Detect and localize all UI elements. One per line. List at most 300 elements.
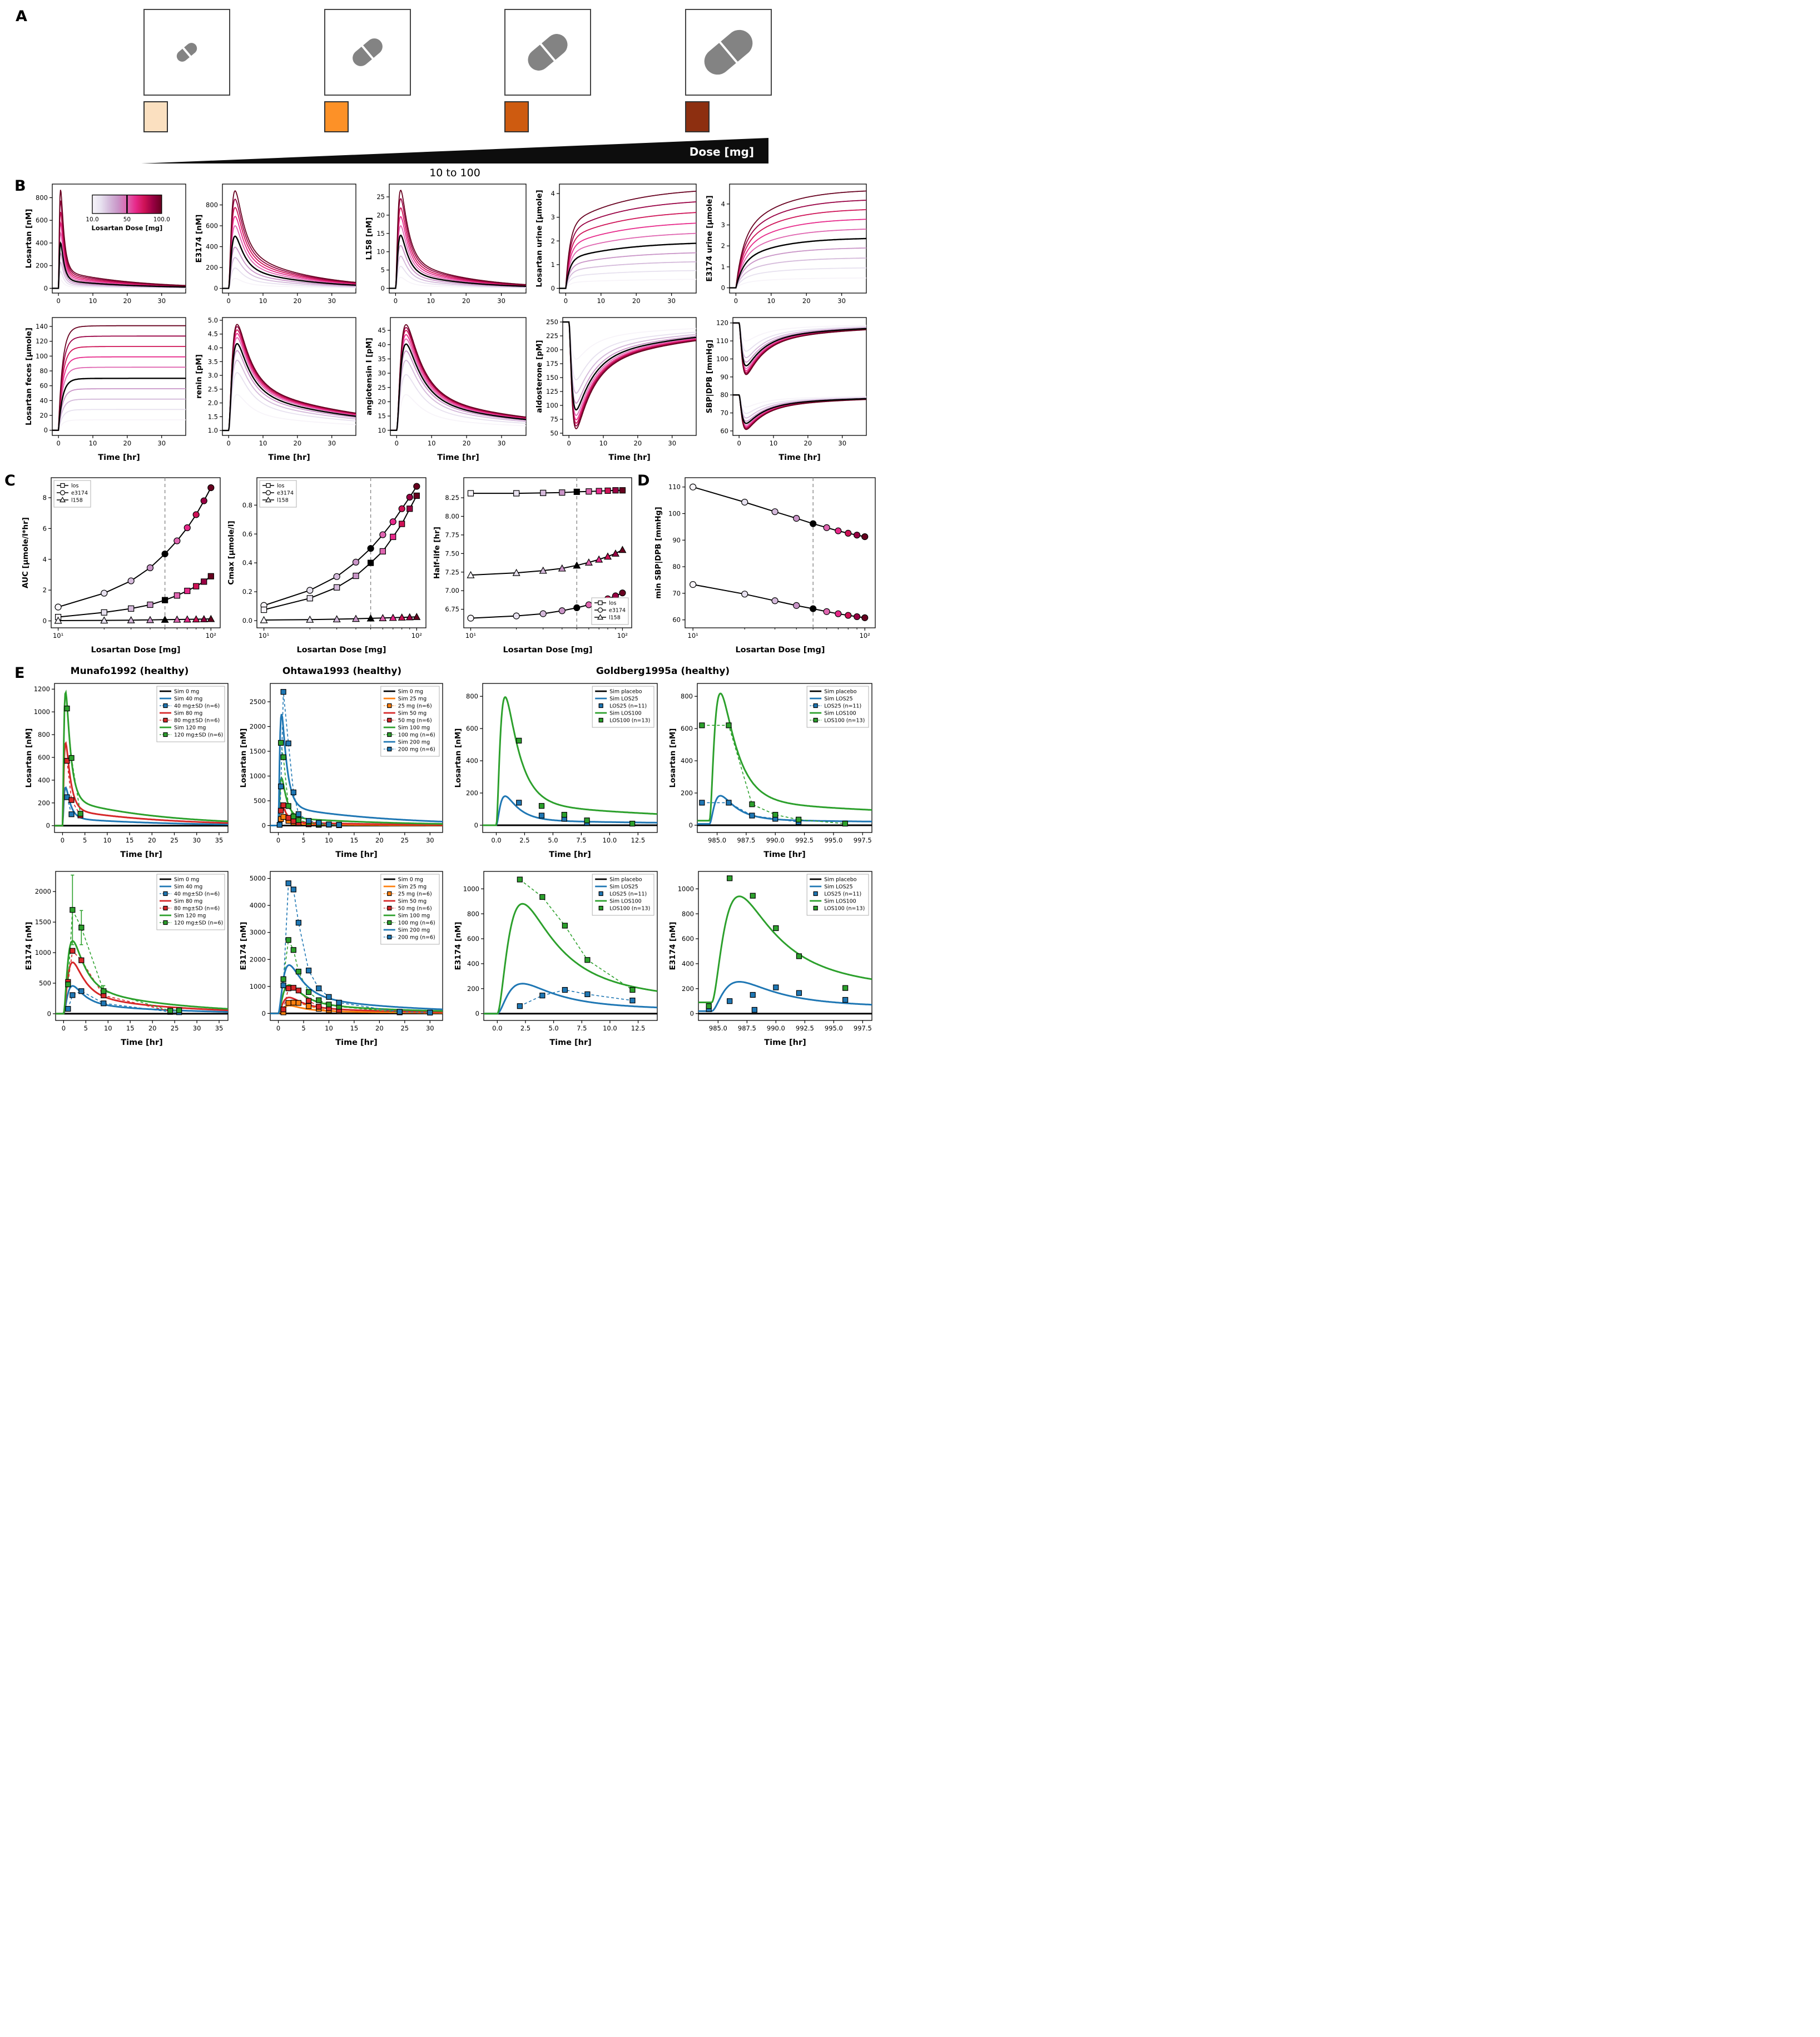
svg-text:Time [hr]: Time [hr]	[763, 850, 806, 859]
svg-text:15: 15	[350, 836, 359, 844]
svg-text:20: 20	[378, 398, 386, 406]
svg-text:10: 10	[427, 439, 436, 447]
svg-text:5: 5	[301, 836, 306, 844]
panel-b	[4, 179, 916, 464]
b10-svg	[704, 312, 872, 464]
svg-text:20: 20	[462, 439, 471, 447]
svg-text:0.0: 0.0	[242, 617, 252, 625]
svg-text:90: 90	[720, 373, 728, 381]
e3-svg	[238, 678, 448, 861]
svg-text:80: 80	[39, 367, 48, 375]
svg-text:800: 800	[466, 692, 478, 701]
study-title-ohtawa: Ohtawa1993 (healthy)	[282, 666, 402, 677]
svg-text:los: los	[609, 600, 617, 607]
svg-text:30: 30	[328, 297, 336, 305]
svg-text:100.0: 100.0	[153, 216, 170, 223]
svg-text:15: 15	[378, 412, 386, 420]
svg-text:l158: l158	[277, 497, 289, 504]
svg-text:400: 400	[36, 239, 48, 247]
panel-a	[4, 6, 916, 179]
svg-text:L158 [nM]: L158 [nM]	[365, 217, 374, 260]
svg-text:2.5: 2.5	[207, 385, 218, 393]
svg-text:200: 200	[681, 789, 693, 797]
svg-text:45: 45	[378, 326, 386, 335]
svg-text:0: 0	[551, 284, 555, 293]
svg-text:120: 120	[716, 319, 728, 327]
svg-text:0: 0	[393, 297, 398, 305]
svg-text:Sim 0 mg: Sim 0 mg	[398, 688, 424, 695]
svg-text:5000: 5000	[249, 874, 266, 883]
svg-text:120 mg±SD (n=6): 120 mg±SD (n=6)	[174, 920, 224, 926]
svg-text:0.2: 0.2	[242, 588, 252, 596]
svg-text:600: 600	[681, 725, 693, 733]
svg-text:10¹: 10¹	[687, 632, 698, 640]
plot-losartan-feces	[23, 312, 191, 464]
e6-svg	[453, 866, 663, 1049]
svg-text:Losartan Dose [mg]: Losartan Dose [mg]	[503, 646, 593, 655]
svg-text:30: 30	[425, 1024, 434, 1032]
svg-text:500: 500	[39, 979, 51, 987]
svg-text:20: 20	[293, 297, 302, 305]
svg-text:Time [hr]: Time [hr]	[549, 850, 591, 859]
svg-text:E3174 [nM]: E3174 [nM]	[195, 214, 204, 263]
svg-text:Sim placebo: Sim placebo	[609, 876, 642, 883]
svg-text:20: 20	[376, 211, 385, 219]
pill-column-1	[143, 9, 230, 132]
svg-text:2000: 2000	[249, 955, 266, 964]
e2-svg	[23, 866, 234, 1049]
panel-a-label: A	[16, 8, 27, 25]
panel-e	[4, 666, 916, 1049]
svg-text:10¹: 10¹	[465, 632, 477, 640]
svg-text:0: 0	[688, 821, 693, 829]
svg-text:997.5: 997.5	[853, 1024, 872, 1032]
svg-text:50: 50	[123, 216, 131, 223]
svg-text:12.5: 12.5	[631, 836, 646, 844]
svg-text:2: 2	[42, 586, 47, 594]
pill-box-3	[504, 9, 591, 96]
plot-renin	[194, 312, 361, 464]
svg-text:200: 200	[467, 984, 479, 993]
svg-text:10.0: 10.0	[602, 836, 617, 844]
pill-icon	[687, 11, 770, 93]
panel-d-label: D	[637, 472, 650, 489]
svg-text:5: 5	[301, 1024, 306, 1032]
svg-text:10²: 10²	[411, 632, 422, 640]
plot-ohtawa-losartan	[238, 678, 448, 861]
svg-text:992.5: 992.5	[795, 1024, 814, 1032]
svg-text:25: 25	[170, 1024, 179, 1032]
svg-text:200: 200	[36, 261, 48, 270]
svg-text:25: 25	[400, 836, 409, 844]
svg-text:8: 8	[42, 494, 47, 502]
plot-aldosterone	[534, 312, 702, 464]
svg-text:los: los	[277, 483, 285, 489]
svg-text:10: 10	[103, 836, 112, 844]
pill-column-3	[504, 9, 591, 132]
panel-c-label: C	[4, 472, 16, 489]
svg-text:30: 30	[425, 836, 434, 844]
svg-text:Losartan [nM]: Losartan [nM]	[239, 728, 248, 788]
svg-text:5.0: 5.0	[548, 1024, 559, 1032]
svg-text:70: 70	[672, 589, 681, 597]
plot-halflife-dose	[432, 472, 637, 657]
plot-goldberg-losartan-steadystate	[667, 678, 877, 861]
svg-text:30: 30	[157, 297, 166, 305]
svg-text:10: 10	[767, 297, 776, 305]
svg-text:e3174: e3174	[71, 490, 88, 497]
b4-svg	[534, 179, 702, 310]
svg-text:Sim 0 mg: Sim 0 mg	[174, 876, 200, 883]
svg-text:140: 140	[36, 323, 48, 330]
svg-text:Sim 100 mg: Sim 100 mg	[398, 913, 430, 919]
dose-color-swatch-2	[324, 101, 349, 132]
plot-goldberg-losartan-single	[453, 678, 663, 861]
svg-text:990.0: 990.0	[766, 1024, 785, 1032]
svg-text:200: 200	[38, 799, 50, 807]
svg-text:0: 0	[690, 1009, 694, 1018]
svg-text:4: 4	[721, 200, 725, 208]
svg-text:1500: 1500	[34, 918, 51, 926]
svg-text:1000: 1000	[677, 885, 694, 893]
svg-text:0: 0	[214, 284, 218, 293]
svg-text:100: 100	[668, 509, 681, 518]
svg-text:Losartan Dose [mg]: Losartan Dose [mg]	[296, 646, 386, 655]
svg-text:Losartan [nM]: Losartan [nM]	[454, 728, 463, 788]
svg-text:70: 70	[720, 409, 728, 417]
svg-text:LOS25 (n=11): LOS25 (n=11)	[824, 703, 862, 710]
plot-l158-plasma	[364, 179, 532, 310]
svg-text:100: 100	[546, 402, 558, 409]
svg-text:Time [hr]: Time [hr]	[268, 453, 310, 462]
c1-svg	[20, 472, 226, 657]
svg-text:2.5: 2.5	[519, 836, 530, 844]
svg-text:175: 175	[546, 360, 558, 368]
b2-svg	[194, 179, 361, 310]
pill-row	[143, 9, 772, 132]
svg-text:LOS100 (n=13): LOS100 (n=13)	[609, 717, 651, 724]
svg-text:25: 25	[376, 193, 385, 201]
svg-text:Sim 50 mg: Sim 50 mg	[398, 898, 427, 905]
svg-text:250: 250	[546, 318, 558, 326]
svg-text:60: 60	[39, 381, 48, 390]
svg-text:5: 5	[380, 266, 385, 274]
svg-text:80: 80	[672, 563, 681, 571]
svg-text:6: 6	[42, 524, 47, 533]
svg-text:angiotensin I [pM]: angiotensin I [pM]	[365, 338, 374, 415]
svg-text:1000: 1000	[463, 885, 479, 893]
svg-text:800: 800	[38, 731, 50, 739]
e8-svg	[667, 866, 877, 1049]
plot-ohtawa-e3174	[238, 866, 448, 1049]
svg-text:0: 0	[733, 297, 738, 305]
svg-text:8.00: 8.00	[445, 512, 459, 521]
svg-text:20: 20	[375, 1024, 384, 1032]
plot-e3174-plasma	[194, 179, 361, 310]
svg-text:0: 0	[56, 297, 61, 305]
plot-min-bp-dose	[653, 472, 881, 657]
svg-text:Sim 25 mg: Sim 25 mg	[398, 696, 427, 702]
svg-text:990.0: 990.0	[766, 836, 785, 844]
svg-text:30: 30	[192, 1024, 201, 1032]
svg-text:400: 400	[467, 959, 479, 968]
figure-page	[0, 0, 921, 1063]
svg-text:Sim 200 mg: Sim 200 mg	[398, 739, 430, 746]
svg-text:10.0: 10.0	[86, 216, 99, 223]
svg-text:10: 10	[88, 297, 97, 305]
svg-text:30: 30	[668, 439, 677, 447]
svg-text:Sim 80 mg: Sim 80 mg	[174, 898, 203, 905]
svg-text:0: 0	[43, 284, 48, 293]
svg-text:Time [hr]: Time [hr]	[98, 453, 140, 462]
svg-text:0: 0	[567, 439, 571, 447]
svg-text:Sim 40 mg: Sim 40 mg	[174, 696, 203, 702]
svg-text:987.5: 987.5	[737, 836, 756, 844]
svg-text:25: 25	[170, 836, 178, 844]
svg-text:10²: 10²	[205, 632, 216, 640]
svg-text:10¹: 10¹	[258, 632, 270, 640]
plot-goldberg-e3174-steadystate	[667, 866, 877, 1049]
svg-text:30: 30	[497, 297, 505, 305]
study-title-munafo: Munafo1992 (healthy)	[70, 666, 189, 677]
svg-text:2: 2	[721, 242, 725, 250]
svg-text:1.0: 1.0	[207, 427, 218, 435]
svg-text:LOS100 (n=13): LOS100 (n=13)	[609, 905, 651, 912]
e4-svg	[238, 866, 448, 1049]
svg-text:4.0: 4.0	[207, 344, 218, 352]
svg-text:Cmax [µmole/l]: Cmax [µmole/l]	[227, 521, 236, 585]
svg-text:Sim 120 mg: Sim 120 mg	[174, 725, 206, 731]
svg-text:90: 90	[672, 536, 681, 544]
svg-text:200: 200	[682, 984, 694, 993]
svg-text:Sim 200 mg: Sim 200 mg	[398, 927, 430, 934]
svg-text:E3174 [nM]: E3174 [nM]	[239, 921, 248, 970]
plot-munafo-losartan	[23, 678, 234, 861]
svg-text:Time [hr]: Time [hr]	[120, 850, 162, 859]
svg-text:Sim LOS25: Sim LOS25	[824, 696, 853, 702]
d1-svg	[653, 472, 881, 657]
svg-text:7.75: 7.75	[445, 531, 459, 539]
svg-text:5: 5	[83, 1024, 88, 1032]
svg-text:Losartan Dose [mg]: Losartan Dose [mg]	[91, 224, 163, 232]
svg-text:200 mg (n=6): 200 mg (n=6)	[398, 746, 435, 753]
svg-text:6.75: 6.75	[445, 605, 459, 613]
svg-text:Half-life [hr]: Half-life [hr]	[433, 527, 442, 579]
pill-box-1	[143, 9, 230, 96]
svg-text:800: 800	[681, 692, 693, 701]
svg-text:15: 15	[376, 229, 385, 237]
svg-text:e3174: e3174	[277, 490, 294, 497]
svg-text:SBP|DPB [mmHg]: SBP|DPB [mmHg]	[705, 339, 714, 414]
svg-text:200: 200	[546, 346, 558, 354]
svg-text:1000: 1000	[34, 949, 51, 957]
svg-text:Sim 0 mg: Sim 0 mg	[398, 876, 424, 883]
svg-text:1200: 1200	[33, 685, 50, 693]
svg-text:30: 30	[157, 439, 166, 447]
pill-icon	[146, 11, 228, 93]
svg-text:120 mg±SD (n=6): 120 mg±SD (n=6)	[174, 732, 224, 739]
svg-text:20: 20	[802, 297, 811, 305]
svg-text:0.4: 0.4	[242, 559, 252, 567]
b5-svg	[704, 179, 872, 310]
b7-svg	[194, 312, 361, 464]
svg-text:10: 10	[599, 439, 608, 447]
svg-text:Time [hr]: Time [hr]	[437, 453, 479, 462]
svg-text:0: 0	[276, 836, 281, 844]
svg-text:600: 600	[206, 222, 218, 230]
svg-text:Losartan Dose [mg]: Losartan Dose [mg]	[735, 646, 825, 655]
svg-text:40 mg±SD (n=6): 40 mg±SD (n=6)	[174, 703, 220, 710]
svg-text:7.5: 7.5	[576, 836, 587, 844]
svg-text:0: 0	[380, 284, 385, 293]
dose-color-swatch-4	[685, 101, 710, 132]
svg-text:0: 0	[563, 297, 568, 305]
svg-text:40 mg±SD (n=6): 40 mg±SD (n=6)	[174, 891, 220, 898]
svg-text:Losartan [nM]: Losartan [nM]	[668, 728, 677, 788]
svg-text:50 mg (n=6): 50 mg (n=6)	[398, 717, 432, 724]
svg-text:20: 20	[293, 439, 302, 447]
svg-text:l158: l158	[71, 497, 83, 504]
svg-text:Time [hr]: Time [hr]	[549, 1038, 592, 1047]
svg-text:Sim 40 mg: Sim 40 mg	[174, 884, 203, 890]
svg-text:80 mg±SD (n=6): 80 mg±SD (n=6)	[174, 717, 220, 724]
svg-text:0.0: 0.0	[492, 1024, 503, 1032]
svg-text:2.5: 2.5	[520, 1024, 531, 1032]
b8-svg	[364, 312, 532, 464]
svg-text:0: 0	[46, 821, 50, 830]
dose-wedge-shape	[141, 138, 768, 163]
svg-text:40: 40	[39, 397, 48, 405]
svg-text:35: 35	[378, 355, 386, 363]
svg-text:30: 30	[667, 297, 676, 305]
svg-text:l158: l158	[609, 614, 621, 621]
svg-text:995.0: 995.0	[824, 836, 843, 844]
svg-text:2500: 2500	[249, 697, 266, 706]
svg-text:110: 110	[668, 483, 681, 491]
svg-text:1000: 1000	[33, 708, 50, 716]
svg-text:30: 30	[837, 297, 846, 305]
svg-text:3.5: 3.5	[207, 358, 218, 366]
svg-text:600: 600	[38, 753, 50, 761]
svg-text:Sim placebo: Sim placebo	[609, 688, 642, 695]
svg-text:20: 20	[633, 439, 642, 447]
svg-text:min SBP|DPB [mmHg]: min SBP|DPB [mmHg]	[654, 507, 663, 599]
svg-text:Losartan feces [µmole]: Losartan feces [µmole]	[24, 328, 33, 425]
svg-text:0: 0	[56, 439, 61, 447]
dose-range-text: 10 to 100	[429, 167, 480, 179]
plot-losartan-plasma	[23, 179, 191, 310]
svg-text:Sim LOS100: Sim LOS100	[824, 710, 856, 717]
c2-svg	[226, 472, 432, 657]
plot-angiotensin	[364, 312, 532, 464]
svg-text:600: 600	[682, 935, 694, 943]
dose-wedge	[141, 138, 768, 163]
svg-text:0: 0	[43, 426, 48, 434]
svg-text:Sim LOS100: Sim LOS100	[609, 898, 642, 905]
svg-text:120: 120	[36, 337, 48, 345]
svg-text:12.5: 12.5	[631, 1024, 646, 1032]
svg-text:E3174 [nM]: E3174 [nM]	[454, 921, 463, 970]
svg-text:10²: 10²	[859, 632, 870, 640]
svg-text:5.0: 5.0	[548, 836, 558, 844]
svg-text:400: 400	[682, 959, 694, 968]
svg-text:40: 40	[378, 340, 386, 349]
pill-box-4	[685, 9, 772, 96]
svg-text:20: 20	[39, 412, 48, 419]
b9-svg	[534, 312, 702, 464]
svg-text:Sim placebo: Sim placebo	[824, 876, 857, 883]
svg-text:25 mg (n=6): 25 mg (n=6)	[398, 703, 432, 710]
svg-text:400: 400	[38, 776, 50, 784]
svg-text:985.0: 985.0	[708, 836, 727, 844]
svg-text:aldosterone [pM]: aldosterone [pM]	[535, 340, 544, 413]
svg-text:Time [hr]: Time [hr]	[608, 453, 651, 462]
svg-text:0: 0	[276, 1024, 281, 1032]
pill-icon	[507, 11, 589, 93]
svg-text:10: 10	[376, 247, 385, 256]
svg-text:Sim 50 mg: Sim 50 mg	[398, 710, 427, 717]
panel-e-titles	[23, 666, 916, 677]
svg-text:Time [hr]: Time [hr]	[335, 850, 378, 859]
svg-text:25 mg (n=6): 25 mg (n=6)	[398, 891, 432, 898]
svg-text:30: 30	[378, 369, 386, 378]
plot-losartan-urine	[534, 179, 702, 310]
svg-text:Sim 80 mg: Sim 80 mg	[174, 710, 203, 717]
svg-text:80 mg±SD (n=6): 80 mg±SD (n=6)	[174, 905, 220, 912]
svg-text:600: 600	[467, 935, 479, 943]
svg-text:e3174: e3174	[609, 607, 626, 614]
svg-text:4000: 4000	[249, 901, 266, 910]
svg-text:100: 100	[36, 352, 48, 360]
svg-text:2.0: 2.0	[207, 399, 218, 407]
svg-text:0: 0	[474, 821, 478, 829]
svg-text:E3174 [nM]: E3174 [nM]	[668, 921, 677, 970]
svg-text:LOS100 (n=13): LOS100 (n=13)	[824, 717, 865, 724]
svg-text:997.5: 997.5	[853, 836, 872, 844]
pill-icon	[326, 11, 409, 93]
svg-text:400: 400	[681, 757, 693, 765]
svg-text:10.0: 10.0	[603, 1024, 617, 1032]
svg-text:LOS25 (n=11): LOS25 (n=11)	[824, 891, 862, 898]
svg-text:200 mg (n=6): 200 mg (n=6)	[398, 934, 435, 941]
svg-text:0.8: 0.8	[242, 501, 252, 509]
svg-text:200: 200	[206, 264, 218, 272]
svg-text:0: 0	[42, 617, 47, 625]
b6-svg	[23, 312, 191, 464]
svg-text:600: 600	[466, 725, 478, 733]
svg-text:0: 0	[261, 1009, 266, 1018]
svg-text:E3174 urine [µmole]: E3174 urine [µmole]	[705, 195, 714, 282]
svg-text:3000: 3000	[249, 928, 266, 936]
svg-text:60: 60	[672, 616, 681, 624]
plot-goldberg-e3174-single	[453, 866, 663, 1049]
svg-text:15: 15	[126, 1024, 135, 1032]
svg-text:25: 25	[378, 383, 386, 391]
svg-text:7.00: 7.00	[445, 587, 459, 595]
plot-cmax-dose	[226, 472, 432, 657]
svg-text:100: 100	[716, 355, 728, 363]
svg-text:20: 20	[375, 836, 384, 844]
svg-text:4: 4	[551, 190, 555, 198]
svg-text:3: 3	[551, 213, 555, 221]
panel-b-label: B	[14, 177, 26, 195]
b1-svg	[23, 179, 191, 310]
svg-text:Sim 0 mg: Sim 0 mg	[174, 688, 200, 695]
svg-text:992.5: 992.5	[795, 836, 814, 844]
svg-text:Sim 100 mg: Sim 100 mg	[398, 725, 430, 731]
svg-text:800: 800	[682, 910, 694, 918]
plot-sbp-dbp	[704, 312, 872, 464]
